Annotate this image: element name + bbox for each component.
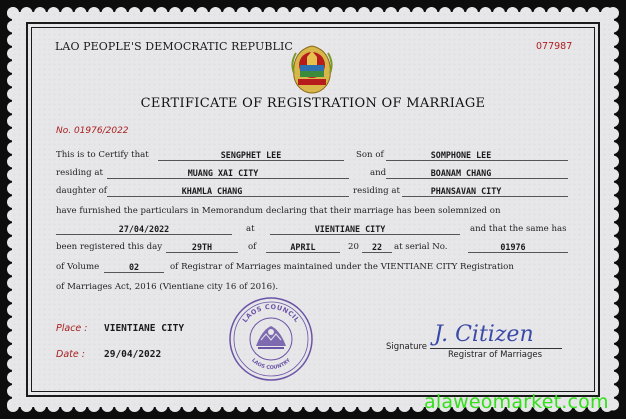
underline-groom-father xyxy=(386,160,568,161)
text-20: 20 xyxy=(348,242,359,252)
text-daughter-of: daughter of xyxy=(56,186,107,196)
text-furnished: have furnished the particulars in Memorandum declaring that their marriage has been solemnized on xyxy=(56,206,501,216)
text-of-volume: of Volume xyxy=(56,262,100,272)
underline-year xyxy=(362,252,392,253)
underline-groom-residence xyxy=(107,178,349,179)
watermark-text: alaweomarket.com xyxy=(424,391,609,413)
handwritten-signature: J. Citizen xyxy=(434,322,534,347)
text-act-line: of Marriages Act, 2016 (Vientiane city 16 of 2016). xyxy=(56,282,279,292)
registration-day: 29TH xyxy=(191,242,213,252)
solemnized-place: VIENTIANE CITY xyxy=(314,224,386,234)
republic-heading: LAO PEOPLE'S DEMOCRATIC REPUBLIC xyxy=(55,40,293,53)
registration-month: APRIL xyxy=(290,242,316,252)
text-residing-at-2: residing at xyxy=(353,186,400,196)
date-value: 29/04/2022 xyxy=(104,349,162,360)
registration-year: 22 xyxy=(371,242,383,252)
groom-father: SOMPHONE LEE xyxy=(430,150,492,160)
registration-serial: 01976 xyxy=(500,242,526,252)
underline-bride xyxy=(386,178,568,179)
text-registrar-line: of Registrar of Marriages maintained under the VIENTIANE CITY Registration xyxy=(170,262,514,272)
date-label: Date : xyxy=(56,349,85,360)
text-son-of: Son of xyxy=(356,150,384,160)
place-value: VIENTIANE CITY xyxy=(104,323,185,334)
text-residing-at: residing at xyxy=(56,168,103,178)
national-emblem-icon xyxy=(286,43,338,95)
underline-volume xyxy=(104,272,164,273)
underline-groom xyxy=(158,160,344,161)
text-at: at xyxy=(246,224,255,234)
text-same-has: and that the same has xyxy=(470,224,567,234)
volume-number: 02 xyxy=(128,262,140,272)
bride-residence: PHANSAVAN CITY xyxy=(430,186,502,196)
underline-date xyxy=(56,234,232,235)
svg-text:LAOS COUNTRY xyxy=(250,357,292,371)
underline-bride-residence xyxy=(402,196,568,197)
place-label: Place : xyxy=(56,323,88,334)
underline-place xyxy=(270,234,460,235)
groom-residence: MUANG XAI CITY xyxy=(187,168,259,178)
text-registered: been registered this day xyxy=(56,242,163,252)
certificate-title: CERTIFICATE OF REGISTRATION OF MARRIAGE xyxy=(140,96,486,111)
text-at-serial: at serial No. xyxy=(394,242,448,252)
underline-month xyxy=(266,252,340,253)
seal-ring-text: LAOS COUNCIL xyxy=(240,302,302,325)
registrar-label: Registrar of Marriages xyxy=(448,350,543,360)
certificate-number: No. 01976/2022 xyxy=(56,126,129,136)
text-of: of xyxy=(248,242,257,252)
signature-label: Signature xyxy=(386,342,428,352)
text-this-is-to-certify: This is to Certify that xyxy=(56,150,149,160)
text-and: and xyxy=(370,168,387,178)
underline-bride-father xyxy=(107,196,349,197)
underline-serial xyxy=(468,252,568,253)
official-seal-icon xyxy=(228,296,314,382)
seal-bottom-text: LAOS COUNTRY xyxy=(250,357,292,372)
bride-name: BOANAM CHANG xyxy=(430,168,492,178)
serial-number: 077987 xyxy=(536,41,573,52)
solemnized-date: 27/04/2022 xyxy=(118,224,170,234)
signature-line xyxy=(430,348,562,349)
svg-text:LAOS COUNCIL xyxy=(241,303,301,324)
bride-father: KHAMLA CHANG xyxy=(181,186,243,196)
underline-day xyxy=(166,252,238,253)
groom-name: SENGPHET LEE xyxy=(220,150,282,160)
